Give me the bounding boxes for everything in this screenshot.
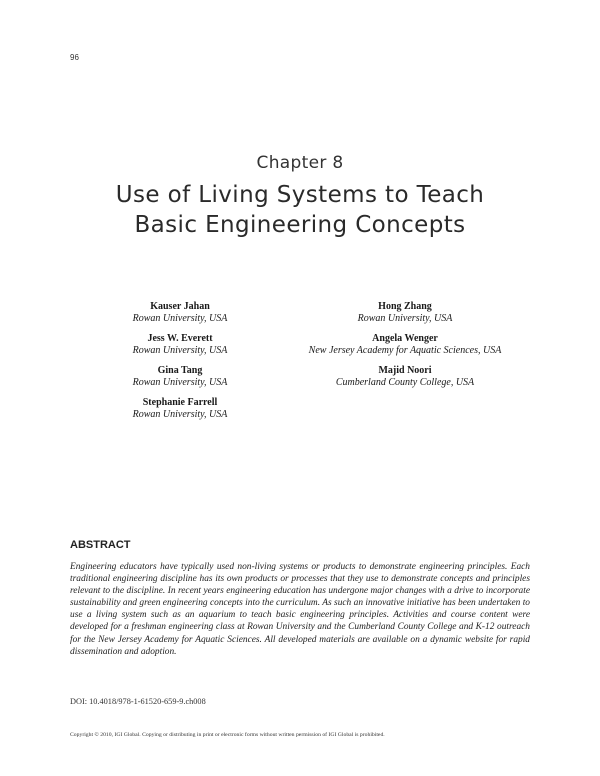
author-name: Majid Noori xyxy=(378,365,432,376)
author-name: Jess W. Everett xyxy=(147,333,213,344)
doi: DOI: 10.4018/978-1-61520-659-9.ch008 xyxy=(70,697,206,706)
author-name: Stephanie Farrell xyxy=(142,397,218,408)
author-affiliation: Rowan University, USA xyxy=(132,345,228,356)
author-affiliation: Rowan University, USA xyxy=(132,377,228,388)
author-entry xyxy=(280,364,530,389)
page-number: 96 xyxy=(70,53,79,62)
authors-left-column xyxy=(100,300,260,428)
author-affiliation: New Jersey Academy for Aquatic Sciences, USA xyxy=(308,345,502,356)
abstract-heading: ABSTRACT xyxy=(70,539,131,551)
authors-right-column xyxy=(280,300,530,396)
author-affiliation: Rowan University, USA xyxy=(357,313,453,324)
author-affiliation: Cumberland County College, USA xyxy=(335,377,475,388)
author-entry xyxy=(100,364,260,389)
author-affiliation: Rowan University, USA xyxy=(132,313,228,324)
author-entry xyxy=(100,396,260,421)
abstract-body: Engineering educators have typically used non-living systems or products to demonstrate engineering principles. Each traditional engineering discipline has its own products or processes that they use to demonstrate concepts and principles relevant to the discipline. In recent years engineering education has undergone major changes with a drive to incorporate sustainability and green engineering concepts into the curriculum. As such an innovative initiative has been undertaken to use a living system such as an aquarium to teach basic engineering principles. Activities and course content were developed for a freshman engineering class at Rowan University and the Cumberland County College and K-12 outreach for the New Jersey Academy for Aquatic Sciences. All developed materials are available on a dynamic website for rapid dissemination and adoption. xyxy=(70,562,530,657)
chapter-title-line-1: Use of Living Systems to Teach xyxy=(115,182,485,208)
author-entry xyxy=(100,300,260,325)
chapter-title xyxy=(0,180,600,240)
author-name: Hong Zhang xyxy=(378,301,432,312)
author-entry xyxy=(100,332,260,357)
author-entry xyxy=(280,300,530,325)
copyright-notice: Copyright © 2010, IGI Global. Copying or distributing in print or electronic forms without written permission of IGI Global is prohibited. xyxy=(70,732,385,738)
chapter-title-line-2: Basic Engineering Concepts xyxy=(134,212,466,238)
author-affiliation: Rowan University, USA xyxy=(132,409,228,420)
author-name: Angela Wenger xyxy=(372,333,438,344)
chapter-label: Chapter 8 xyxy=(256,153,344,173)
author-name: Kauser Jahan xyxy=(150,301,210,312)
author-entry xyxy=(280,332,530,357)
author-name: Gina Tang xyxy=(157,365,203,376)
